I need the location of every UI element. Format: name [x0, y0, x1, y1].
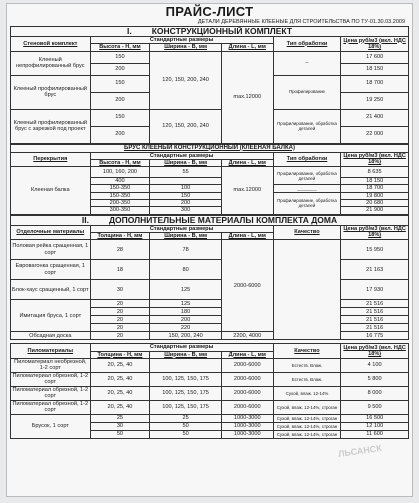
col-type: Тип обработки [273, 37, 341, 52]
cell-type: Профилирование, обработка деталей [273, 192, 341, 214]
cell-price: 21 516 [341, 316, 409, 324]
cell-thickness: 20 [90, 300, 150, 308]
cell-price: 21 163 [341, 260, 409, 280]
row-name: Брусок, 1 сорт [11, 414, 91, 438]
col-wall-set: Стеновой комплект [11, 37, 91, 52]
cell-price: 11 600 [341, 430, 409, 438]
cell-thickness: 28 [90, 240, 150, 260]
cell-price: 8 000 [341, 386, 409, 400]
cell-price: 9 500 [341, 400, 409, 414]
row-name: Евровагонка сращенная, 1 сорт [11, 260, 91, 280]
cell-height: 200 [90, 126, 150, 143]
col-width: Ширина - B, мм [150, 44, 222, 51]
std-sizes-label: Стандартные размеры [90, 37, 273, 44]
cell-type: ________ [273, 185, 341, 192]
beam-heading: БРУС КЛЕЕНЫЙ КОНСТРУКЦИОННЫЙ (КЛЕЕНАЯ БАЛКА) [11, 144, 409, 152]
cell-height: 200 [90, 63, 150, 75]
cell-height: 150 [90, 75, 150, 92]
cell-price: 18 700 [341, 75, 409, 92]
row-name: Обсадная доска [11, 332, 91, 340]
cell-quality: Сухой, влаж. 12-14%, строган [273, 422, 341, 430]
cell-width: 120, 150, 200, 240 [150, 51, 222, 109]
col-type: Тип обработки [273, 152, 341, 167]
col-price: Цена руб/м3 (вкл. НДС 18%) [341, 344, 409, 359]
cell-length: 2000-6000 [221, 358, 273, 372]
row-name: Пиломатериал обрезной, 1-2 сорт [12, 373, 89, 386]
cell-price: 21 516 [341, 300, 409, 308]
col-height: Высота - H, мм [90, 159, 150, 166]
cell-price: 19 800 [341, 192, 409, 199]
section1-heading: I. КОНСТРУКЦИОННЫЙ КОМПЛЕКТ [11, 27, 409, 37]
cell-thickness: 30 [90, 422, 150, 430]
cell-quality: Сухой, влаж. 12-14% [273, 386, 341, 400]
cell-width: 100, 125, 150, 175 [150, 386, 222, 400]
row-name: Пиломатериал обрезной, 1-2 сорт [12, 401, 89, 414]
row-name: Блок-хаус сращенный, 1 сорт [11, 280, 91, 300]
cell-price: 21 516 [341, 308, 409, 316]
cell-length: 1000-3000 [221, 422, 273, 430]
row-name: Имитация бруса, 1 сорт [11, 300, 91, 332]
cell-width: 100 [150, 185, 222, 192]
col-quality: Качество [273, 225, 341, 240]
cell-width: 100, 125, 150, 175 [150, 372, 222, 386]
col-quality: Качество [273, 344, 341, 359]
page-title: ПРАЙС-ЛИСТ [165, 4, 254, 19]
cell-width: 50 [150, 422, 222, 430]
col-thickness: Толщина - H, мм [90, 232, 150, 239]
std-sizes-label: Стандартные размеры [90, 344, 273, 351]
cell-length: 2000-6000 [221, 386, 273, 400]
col-width: Ширина - B, мм [150, 159, 222, 166]
cell-length: 2200, 4000 [221, 332, 273, 340]
cell-quality [273, 240, 341, 340]
col-finishing: Отделочные материалы [11, 225, 91, 240]
cell-width: 125 [150, 280, 222, 300]
col-price: Цена руб/м3 (вкл. НДС 18%) [341, 152, 409, 167]
cell-height: 200-350 [90, 200, 150, 207]
cell-price: 17 600 [341, 51, 409, 63]
cell-price: 21 516 [341, 324, 409, 332]
cell-thickness: 20 [90, 316, 150, 324]
row-name: Половая рейка сращенная, 1 сорт [11, 240, 91, 260]
cell-width: 180 [150, 308, 222, 316]
cell-height: 400 [90, 178, 150, 185]
cell-thickness: 18 [90, 260, 150, 280]
cell-width [150, 358, 222, 372]
cell-price: 20 680 [341, 200, 409, 207]
cell-width: 100, 125, 150, 175 [150, 400, 222, 414]
cell-price: 18 150 [341, 178, 409, 185]
cell-price: 8 635 [341, 167, 409, 178]
cell-width: 120, 150, 200, 240 [150, 109, 222, 143]
cell-length: 2000-6000 [221, 372, 273, 386]
std-sizes-label: Стандартные размеры [90, 225, 273, 232]
cell-width: 150, 200, 240 [150, 332, 222, 340]
cell-width: 25 [150, 414, 222, 422]
cell-length: 1000-3000 [221, 414, 273, 422]
cell-price: 21 400 [341, 109, 409, 126]
cell-width: 150 [150, 192, 222, 199]
cell-width: 78 [150, 240, 222, 260]
cell-length: max.12000 [221, 51, 273, 143]
cell-width: 55 [150, 167, 222, 178]
cell-length: max.12000 [221, 167, 273, 214]
cell-price: 16 500 [341, 414, 409, 422]
cell-price: 17 930 [341, 280, 409, 300]
cell-quality: Сухой, влаж. 12-14%, строган [273, 430, 341, 438]
cell-thickness: 20 [90, 308, 150, 316]
watermark: ЛЬСАНСК [337, 442, 383, 460]
cell-price: 16 775 [341, 332, 409, 340]
row-name: Клееный профилированный брус с зарезкой под проект [11, 109, 91, 143]
section1-table [10, 26, 409, 144]
cell-price: 21 900 [341, 207, 409, 214]
cell-price: 5 800 [341, 372, 409, 386]
cell-height: 150-350 [90, 192, 150, 199]
row-name: Пиломатериал обрезной, 1-2 сорт [12, 387, 89, 400]
cell-price: 18 150 [341, 63, 409, 75]
cell-height: 300-350 [90, 207, 150, 214]
cell-price: 15 950 [341, 240, 409, 260]
section2-heading: II. ДОПОЛНИТЕЛЬНЫЕ МАТЕРИАЛЫ КОМПЛЕКТА ДОМА [11, 215, 409, 225]
cell-thickness: 25 [90, 414, 150, 422]
row-name: Клееный непрофилированный брус [11, 51, 91, 75]
cell-height: 100, 160, 200 [90, 167, 150, 178]
col-width: Ширина - B, мм [150, 351, 222, 358]
cell-width [150, 178, 222, 185]
col-price: Цена руб/м3 (вкл. НДС 18%) [341, 37, 409, 52]
cell-thickness: 20 [90, 324, 150, 332]
beam-table [10, 144, 409, 215]
cell-height: 150-350 [90, 185, 150, 192]
cell-quality: Сухой, влаж. 12-14%, строган [273, 400, 341, 414]
col-length: Длина - L, мм [221, 159, 273, 166]
cell-price: 22 000 [341, 126, 409, 143]
cell-thickness: 20, 25, 40 [90, 400, 150, 414]
cell-price: 4 100 [341, 358, 409, 372]
cell-type: Профилирование [273, 75, 341, 109]
cell-height: 200 [90, 92, 150, 109]
lumber-table [10, 343, 409, 439]
cell-type: Профилирование, обработка деталей [273, 109, 341, 143]
section2-table [10, 215, 409, 341]
col-floors: Перекрытия [11, 152, 91, 167]
cell-type: – [273, 51, 341, 75]
cell-price: 19 250 [341, 92, 409, 109]
col-height: Высота - H, мм [90, 44, 150, 51]
cell-width: 80 [150, 260, 222, 280]
cell-width: 50 [150, 430, 222, 438]
cell-price: 18 700 [341, 185, 409, 192]
cell-thickness: 20, 25, 40 [90, 372, 150, 386]
col-thickness: Толщина - H, мм [90, 351, 150, 358]
col-width: Ширина - B, мм [150, 232, 222, 239]
price-list-page [6, 3, 413, 497]
cell-quality: Естеств. Влаж. [273, 372, 341, 386]
col-price: Цена руб/м3 (вкл. НДС 18%) [341, 225, 409, 240]
page-subtitle: ДЕТАЛИ ДЕРЕВЯННЫЕ КЛЕЕНЫЕ ДЛЯ СТРОИТЕЛЬСТВА ПО ТУ-01.30.03.2009 [197, 19, 405, 25]
cell-width: 300 [150, 207, 222, 214]
cell-thickness: 20, 25, 40 [90, 386, 150, 400]
cell-length: 2000-6000 [221, 240, 273, 332]
cell-width: 220 [150, 324, 222, 332]
cell-width: 200 [150, 316, 222, 324]
cell-quality: Естеств. Влаж. [273, 358, 341, 372]
row-name: Пиломатериал необрезной, 1-2 сорт [11, 358, 91, 372]
cell-length: 1000-3000 [221, 430, 273, 438]
cell-height: 150 [90, 109, 150, 126]
row-name: Клееный профилированный брус [11, 75, 91, 109]
col-length: Длина - L, мм [221, 232, 273, 239]
col-length: Длина - L, мм [221, 44, 273, 51]
cell-type: Профилирование, обработка деталей [273, 167, 341, 185]
col-lumber: Пиломатериалы [11, 344, 91, 359]
cell-thickness: 50 [90, 430, 150, 438]
cell-thickness: 30 [90, 280, 150, 300]
col-length: Длина - L, мм [221, 351, 273, 358]
cell-width: 125 [150, 300, 222, 308]
row-name: Клееная балка [11, 167, 91, 214]
cell-thickness: 20 [90, 332, 150, 340]
cell-length: 2000-6000 [221, 400, 273, 414]
cell-thickness: 20, 25, 40 [90, 358, 150, 372]
cell-price: 12 100 [341, 422, 409, 430]
cell-width: 200 [150, 200, 222, 207]
cell-quality: Сухой, влаж. 12-14%, строган [273, 414, 341, 422]
cell-height: 150 [90, 51, 150, 63]
std-sizes-label: Стандартные размеры [90, 152, 273, 159]
